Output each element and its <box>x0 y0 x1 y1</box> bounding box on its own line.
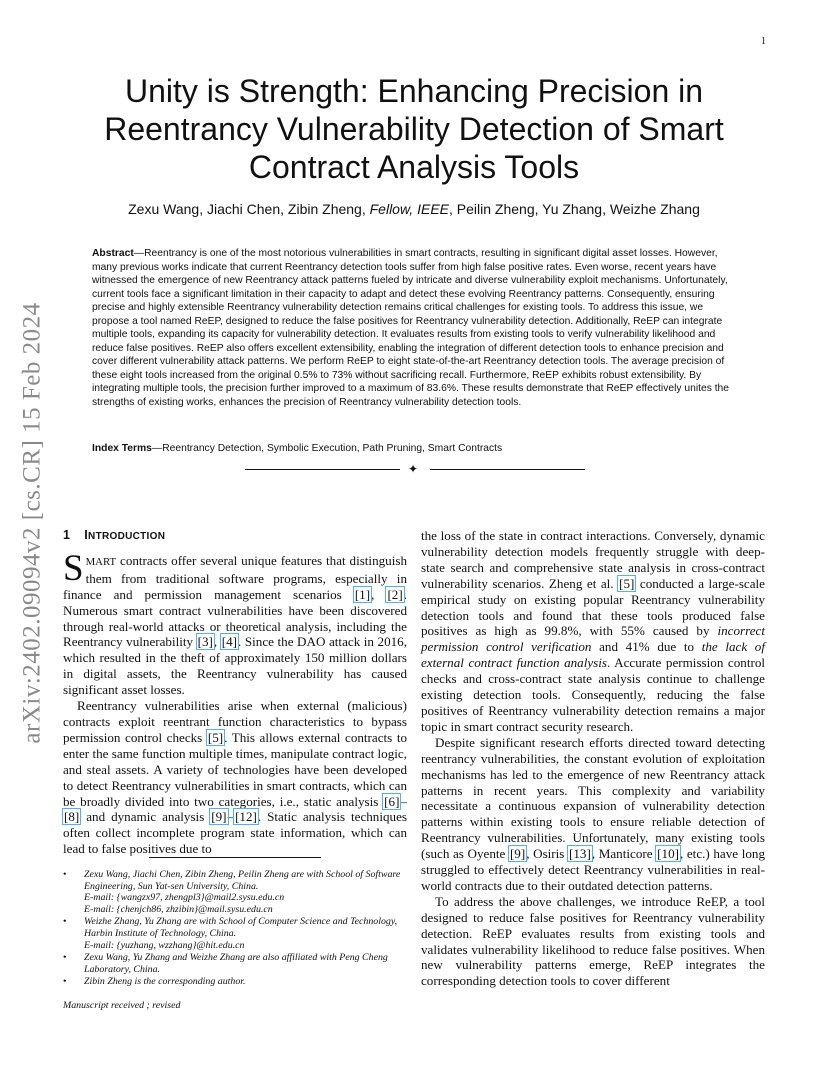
arxiv-identifier-stamp <box>20 288 46 758</box>
dropcap-letter: S <box>63 547 84 589</box>
footnote-line: Zexu Wang, Yu Zhang and Weizhe Zhang are also affiliated with Peng Cheng Laboratory, China. <box>84 952 388 975</box>
text-run: . Since the DAO attack in 2016, which resulted in the theft of approximately 150 million dollars in digital assets, the Reentrancy vulnerability has caused significant asset losses. <box>63 634 407 698</box>
bullet-icon: • <box>63 869 67 880</box>
bullet-icon: • <box>63 952 67 964</box>
intro-paragraph-4 <box>421 735 765 894</box>
citation-link[interactable]: [4] <box>221 634 238 650</box>
footnote-item <box>63 916 407 951</box>
intro-paragraph-1 <box>63 547 407 698</box>
index-terms-text: —Reentrancy Detection, Symbolic Execution, Path Pruning, Smart Contracts <box>151 443 503 454</box>
page-number: 1 <box>761 36 766 47</box>
text-run: and dynamic analysis <box>80 809 211 825</box>
citation-link[interactable]: [3] <box>197 634 213 650</box>
text-run: . Static analysis techniques often collect incomplete program state information, which can lead to false positives due to <box>63 809 407 857</box>
bullet-icon: • <box>63 916 67 928</box>
footnote-line: Weizhe Zhang, Yu Zhang are with School of Computer Science and Technology, Harbin Institute of Technology, China. <box>84 916 398 939</box>
citation-link[interactable]: [10] <box>657 846 679 862</box>
footnote-email: E-mail: {wangzx97, zhengpl3}@mail2.sysu.edu.cn <box>84 892 285 904</box>
text-run: – <box>400 793 407 809</box>
authors-part-2: , Peilin Zheng, Yu Zhang, Weizhe Zhang <box>449 201 700 217</box>
right-column <box>421 528 765 989</box>
text-run: – <box>227 809 235 825</box>
separator-line-right <box>430 469 585 470</box>
citation-link[interactable]: [5] <box>207 729 224 745</box>
footnote-email: E-mail: {chenjch86, zhzibin}@mail.sysu.edu.cn <box>84 903 273 915</box>
citation-link[interactable]: [1] <box>354 586 371 602</box>
text-run: To address the above challenges, we introduce ReEP, a tool designed to reduce false positives for Reentrancy vulnerability detection. ReEP evaluates results from existing tools and validates vulnerability likelihood to reduce false positives. When new vulnerability patterns emerge, ReEP integrates the corresponding detection tools to cover different <box>421 893 765 989</box>
section-separator <box>245 462 585 476</box>
text-run: contracts offer several unique features that distinguish them from traditional software programs, especially in finance and permission management scenarios <box>63 552 407 602</box>
footnote-line: Zibin Zheng is the corresponding author. <box>84 976 246 988</box>
separator-line-left <box>245 469 400 470</box>
citation-link[interactable]: [8] <box>64 809 80 825</box>
left-column <box>63 528 407 857</box>
manuscript-note: Manuscript received ; revised <box>63 1000 181 1011</box>
abstract-label: Abstract <box>92 248 134 259</box>
citation-link[interactable]: [9] <box>509 846 526 862</box>
section-heading <box>63 528 407 545</box>
citation-link[interactable]: [6] <box>384 793 400 809</box>
text-run: . Accurate permission control checks and cross-contract state analysis continue to challenge existing detection tools. Consequently, reducing the false positives of Reentrancy vulnerability detection remains a major topic in smart contract security research. <box>421 655 766 734</box>
footnote-item <box>63 976 407 988</box>
text-run: conducted a large-scale empirical study on existing popular Reentrancy vulnerability detection tools and found that these tools produced false positives as high as 99.8%, with 55% caused by <box>421 575 765 639</box>
footnotes <box>63 869 407 989</box>
emphasis-text: incorrect permission control verification <box>421 623 765 655</box>
abstract <box>92 247 742 409</box>
section-title-initial: I <box>84 528 89 542</box>
paper-title: Unity is Strength: Enhancing Precision in Reentrancy Vulnerability Detection of Smart Contract Analysis Tools <box>104 73 724 185</box>
authors-part-1: Zexu Wang, Jiachi Chen, Zibin Zheng, <box>128 201 370 217</box>
authors-fellow-title: Fellow, IEEE <box>369 201 449 217</box>
intro-paragraph-2 <box>63 698 407 857</box>
text-run: , etc.) have long struggled to effectively detect Reentrancy vulnerabilities in real-world contracts due to their outdated detection patterns. <box>421 846 765 893</box>
text-run: the loss of the state in contract interactions. Conversely, dynamic vulnerability detection models frequently struggle with deep-state search and comprehensive state analysis in cross-contract vulnerability scenarios. Zheng et al. <box>421 528 765 591</box>
index-terms <box>92 442 742 456</box>
section-title-rest: NTRODUCTION <box>88 531 166 542</box>
citation-link[interactable]: [12] <box>235 809 257 825</box>
intro-paragraph-3 <box>421 528 765 735</box>
index-terms-label: Index Terms <box>92 443 152 454</box>
footnote-item <box>63 952 407 975</box>
text-run: , Manticore <box>591 846 657 862</box>
text-run: . This allows external contracts to enter the same function multiple times, manipulate contract logic, and steal assets. A variety of technologies have been developed to detect Reentrancy vulnerabilities in smart contracts, which can be broadly divided into two categories, i.e., static analysis <box>63 729 407 809</box>
text-run: and 41% due to <box>591 639 702 655</box>
footnote-line: Zexu Wang, Jiachi Chen, Zibin Zheng, Peilin Zheng are with School of Software Engineering, Sun Yat-sen University, China. <box>84 869 401 892</box>
author-list <box>60 201 768 217</box>
text-run: , <box>371 586 387 602</box>
footnote-email: E-mail: {yuzhang, wzzhang}@hit.edu.cn <box>84 939 245 951</box>
text-run: . Numerous smart contract vulnerabilities have been discovered through real-world attacks or theoretical analysis, including the Reentrancy vulnerability <box>63 586 407 650</box>
text-run: Reentrancy vulnerabilities arise when external (malicious) contracts exploit reentrant function characteristics to bypass permission control checks <box>63 698 407 745</box>
footnote-rule <box>149 857 321 858</box>
emphasis-text: the lack of external contract function analysis <box>421 639 765 671</box>
intro-paragraph-5 <box>421 894 765 989</box>
footnote-item <box>63 869 407 915</box>
citation-link[interactable]: [5] <box>619 575 635 591</box>
abstract-text: —Reentrancy is one of the most notorious vulnerabilities in smart contracts, resulting in significant digital asset losses. However, many previous works indicate that current Reentrancy detection tools suffer from high false positive rates. Even worse, recent years have witnessed the emergence of new Reentrancy attack patterns fueled by intricate and diverse vulnerability exploit mechanisms. Unfortunately, current tools face a significant limitation in their capacity to adapt and detect these evolving Reentrancy patterns. Consequently, ensuring precise and highly extensible Reentrancy vulnerability detection remains critical challenges for existing tools. To address this issue, we propose a tool named ReEP, designed to reduce the false positives for Reentrancy vulnerability detection. Additionally, ReEP can integrate multiple tools, expanding its capacity for vulnerability detection. It evaluates results from existing tools to verify vulnerability likelihood and reduce false positives. ReEP also offers excellent extensibility, enabling the integration of different detection tools to enhance precision and cover different vulnerability attack patterns. We perform ReEP to eight state-of-the-art Reentrancy detection tools. The average precision of these eight tools increased from the original 0.5% to 73% without sacrificing recall. Furthermore, ReEP exhibits robust extensibility. By integrating multiple tools, the precision further improved to a maximum of 83.6%. These results demonstrate that ReEP effectively unites the strengths of existing works, enhances the precision of Reentrancy vulnerability detection tools. <box>92 248 730 408</box>
smallcaps-word: MART <box>85 555 117 568</box>
separator-ornament-icon: ✦ <box>408 462 419 476</box>
text-run: Despite significant research efforts directed toward detecting reentrancy vulnerabilities, the constant evolution of exploitation mechanisms has led to the emergence of new Reentrancy attack patterns in recent years. This complexity and variability necessitate a continuous expansion of vulnerability detection patterns within existing tools to ensure reliable detection of Reentrancy vulnerabilities. Unfortunately, many existing tools (such as Oyente <box>421 734 765 862</box>
citation-link[interactable]: [13] <box>569 846 591 862</box>
section-number: 1 <box>63 528 71 542</box>
citation-link[interactable]: [2] <box>387 586 403 602</box>
arxiv-stamp-text: arXiv:2402.09094v2 [cs.CR] 15 Feb 2024 <box>19 302 47 744</box>
text-run: , Osiris <box>526 846 569 862</box>
citation-link[interactable]: [9] <box>211 809 227 825</box>
text-run: , <box>213 634 221 650</box>
bullet-icon: • <box>63 976 67 988</box>
